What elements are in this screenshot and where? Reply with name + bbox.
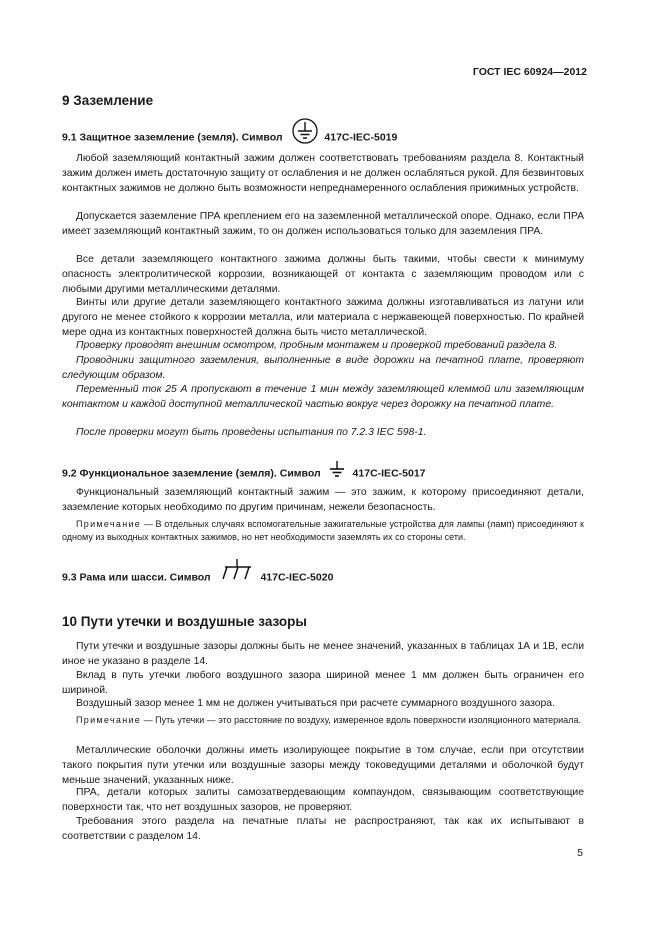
section-9-title: 9 Заземление [62,93,154,108]
subsection-9-1-code: 417С-IEC-5019 [324,131,398,144]
paragraph-italic: Переменный ток 25 А пропускают в течение 1 мин между заземляющей клеммой или заземляющим контактом и каждой доступной металлической частью вокруг через дорожку на печатной плате. [62,384,584,410]
note [62,714,584,727]
paragraph: Допускается заземление ПРА креплением его на заземленной металлической опоре. Однако, если ПРА имеет заземляющий контактный зажим, то он должен использоваться только для заземления ПРА. [62,211,584,237]
functional-earth-icon [328,460,346,481]
note-text: — В отдельных случаях вспомогательные зажигательные устройства для лампы (ламп) присоединяют к одному из выходных контактных зажимов, но нет необходимости заземлять их со стороны сети. [62,519,584,543]
paragraph: ПРА, детали которых залиты самозатвердевающим компаундом, связывающим соответствующие поверхности так, что нет воздушных зазоров, не проверяют. [62,787,584,813]
subsection-9-3 [62,570,333,585]
note [62,518,584,544]
page-number: 5 [577,847,583,859]
paragraph: Воздушный зазор менее 1 мм не должен учитываться при расчете суммарного воздушного зазора. [76,698,555,709]
subsection-9-2-code: 417С-IEC-5017 [352,467,426,480]
section-10-title: 10 Пути утечки и воздушные зазоры [62,614,307,629]
paragraph: Вклад в путь утечки любого воздушного зазора шириной менее 1 мм должен быть ограничен его шириной. [62,670,584,696]
subsection-9-1 [62,127,397,148]
paragraph-italic: Проводники защитного заземления, выполненные в виде дорожки на печатной плате, проверяют следующим образом. [62,355,584,381]
paragraph-italic: После проверки могут быть проведены испытания по 7.2.3 IEC 598-1. [76,427,427,438]
protective-earth-icon [291,117,319,148]
chassis-earth-icon [220,558,254,585]
subsection-9-3-label: 9.3 Рама или шасси. Символ [62,571,211,584]
note-label: Примечание [76,715,142,725]
note-text: — Путь утечки — это расстояние по воздуху, измеренное вдоль поверхности изоляционного материала. [141,715,581,725]
paragraph: Винты или другие детали заземляющего контактного зажима должны изготавливаться из латуни или другого не менее стойкого к коррозии металла, или материала с нержавеющей поверхностью. По крайней мере одна из контактных поверхностей должна быть чисто металлической. [62,297,584,338]
document-id: ГОСТ IEC 60924—2012 [472,66,587,78]
subsection-9-1-label: 9.1 Защитное заземление (земля). Символ [62,131,283,144]
paragraph: Функциональный заземляющий контактный зажим — это зажим, к которому присоединяют детали, заземление которых необходимо по другим причинам, нежели безопасность. [62,487,584,513]
paragraph: Пути утечки и воздушные зазоры должны быть не менее значений, указанных в таблицах 1А и 1В, если иное не указано в разделе 14. [62,641,584,667]
paragraph: Любой заземляющий контактный зажим должен соответствовать требованиям раздела 8. Контактный зажим должен иметь достаточную защиту от ослабления и не должен ослабляться рукой. Для безвинтовых контактных зажимов не должно быть возможности непреднамеренного ослабления прижимных устройств. [62,153,584,194]
note-label: Примечание [76,519,142,529]
paragraph: Все детали заземляющего контактного зажима должны быть такими, чтобы свести к минимуму опасность электролитической коррозии, возникающей от контакта с заземляющим проводом или с любыми другими металлическими деталями. [62,254,584,295]
subsection-9-2-label: 9.2 Функциональное заземление (земля). Символ [62,467,321,480]
subsection-9-3-code: 417С-IEC-5020 [260,571,334,584]
paragraph: Требования этого раздела на печатные платы не распространяют, так как их испытывают в соответствии с разделом 14. [62,816,584,842]
subsection-9-2 [62,466,426,481]
paragraph: Металлические оболочки должны иметь изолирующее покрытие в том случае, если при отсутствии такого покрытия пути утечки или воздушные зазоры между токоведущими деталями и оболочкой будут меньше значений, указанных ниже. [62,745,584,786]
paragraph-italic: Проверку проводят внешним осмотром, пробным монтажем и проверкой требований раздела 8. [76,340,558,351]
